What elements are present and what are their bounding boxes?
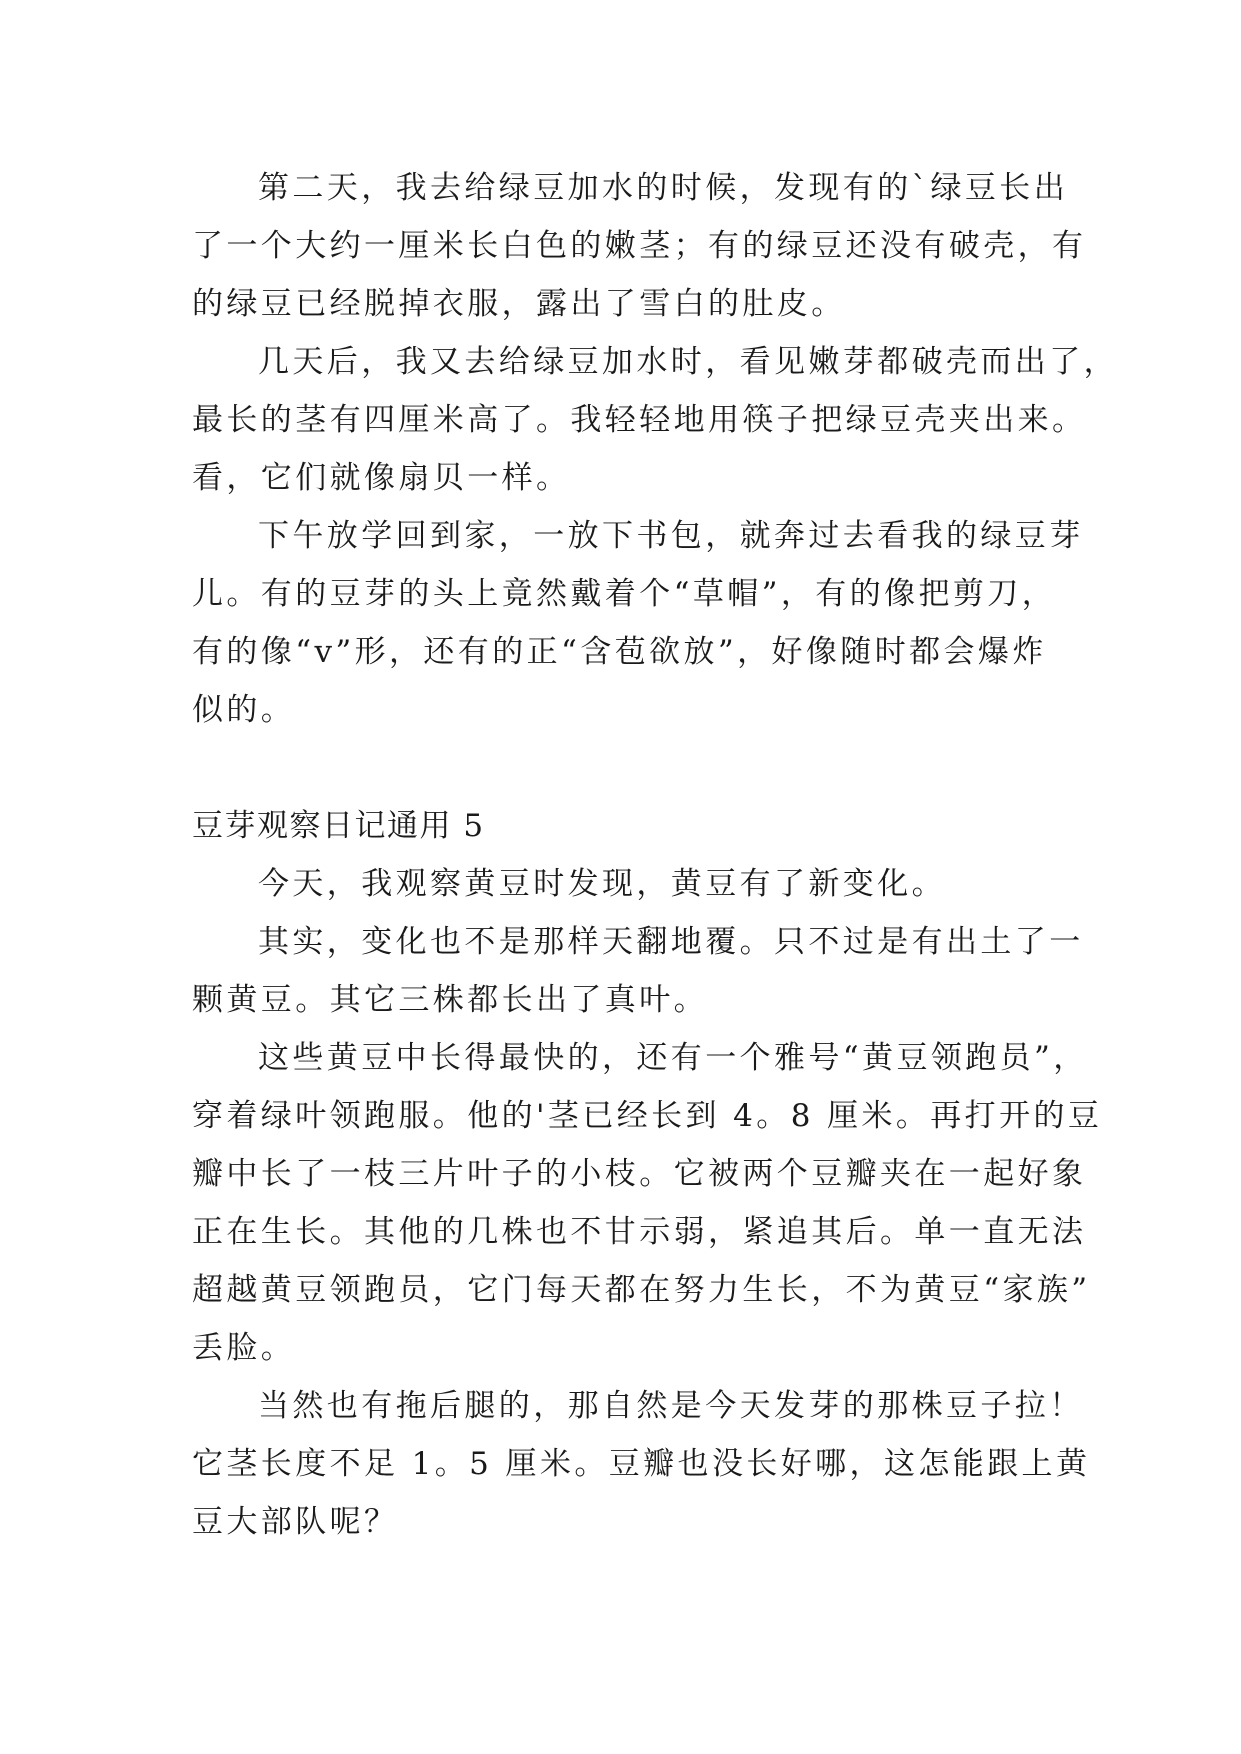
paragraph-line: 丢脸。 bbox=[192, 1330, 296, 1366]
paragraph-line: 儿。有的豆芽的头上竟然戴着个“草帽”，有的像把剪刀， bbox=[192, 576, 1057, 612]
paragraph-line: 穿着绿叶领跑服。他的'茎已经长到 4。8 厘米。再打开的豆 bbox=[192, 1098, 1103, 1134]
paragraph-line: 今天，我观察黄豆时发现，黄豆有了新变化。 bbox=[258, 866, 946, 902]
paragraph-line: 超越黄豆领跑员，它门每天都在努力生长，不为黄豆“家族” bbox=[192, 1272, 1091, 1308]
section-title: 豆芽观察日记通用 5 bbox=[192, 808, 485, 844]
paragraph-line: 的绿豆已经脱掉衣服，露出了雪白的肚皮。 bbox=[192, 286, 846, 322]
paragraph-line: 第二天，我去给绿豆加水的时候，发现有的`绿豆长出 bbox=[258, 170, 1069, 206]
paragraph-line: 这些黄豆中长得最快的，还有一个雅号“黄豆领跑员”， bbox=[258, 1040, 1088, 1076]
paragraph-line: 了一个大约一厘米长白色的嫩茎；有的绿豆还没有破壳，有 bbox=[192, 228, 1087, 264]
paragraph-line: 有的像“v”形，还有的正“含苞欲放”，好像随时都会爆炸 bbox=[192, 634, 1047, 670]
paragraph-line: 当然也有拖后腿的，那自然是今天发芽的那株豆子拉！ bbox=[258, 1388, 1084, 1424]
paragraph-line: 似的。 bbox=[192, 692, 296, 728]
paragraph-line: 瓣中长了一枝三片叶子的小枝。它被两个豆瓣夹在一起好象 bbox=[192, 1156, 1087, 1192]
paragraph-line: 正在生长。其他的几株也不甘示弱，紧追其后。单一直无法 bbox=[192, 1214, 1087, 1250]
paragraph-line: 它茎长度不足 1。5 厘米。豆瓣也没长好哪，这怎能跟上黄 bbox=[192, 1446, 1091, 1482]
paragraph-line: 最长的茎有四厘米高了。我轻轻地用筷子把绿豆壳夹出来。 bbox=[192, 402, 1087, 438]
paragraph-line: 看，它们就像扇贝一样。 bbox=[192, 460, 571, 496]
paragraph-line: 几天后，我又去给绿豆加水时，看见嫩芽都破壳而出了， bbox=[258, 344, 1118, 380]
paragraph-line: 下午放学回到家，一放下书包，就奔过去看我的绿豆芽 bbox=[258, 518, 1084, 554]
paragraph-line: 豆大部队呢？ bbox=[192, 1504, 399, 1540]
paragraph-line: 其实，变化也不是那样天翻地覆。只不过是有出土了一 bbox=[258, 924, 1084, 960]
paragraph-line: 颗黄豆。其它三株都长出了真叶。 bbox=[192, 982, 708, 1018]
